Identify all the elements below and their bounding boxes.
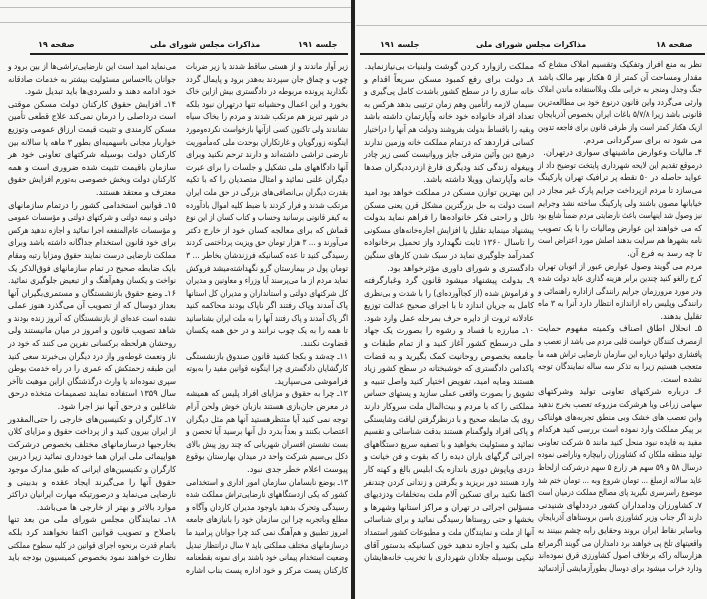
text-line: نیکپی بوسیله جلادان شهرداری با تخریب خانه‌هایشان (364, 552, 534, 563)
right-page (356, 0, 707, 599)
text-line: ۴ـ مالیات وعوارض ماشینهای سواری درتهران. (543, 147, 702, 158)
text-line: باتمام قدرت برنحوه اجرای قوانین در کلیه سطوح مملکتی (7, 539, 177, 550)
text-line: بایک ضابطه صحیح در تمام سازمانهای فوق‌الذکر یک (8, 262, 177, 273)
text-line: و مؤسسات عام‌المنفعه اجرا نمائید و اجازه ندهید هرکس (8, 224, 176, 235)
text-line: ملی درسطح کشور آغاز کنید و از تمام طبقات و (364, 338, 534, 349)
text-line: مملکت نارضایی درست نمایند حقوق ومزایا رتبه ومقام (7, 249, 176, 260)
text-line: ملی بکنید و اجازه ندهید خون کسانیکه بدستور آقای (364, 539, 534, 550)
text-line: درسازمانهای مختلف مملکتی باید ۷ سال درانتظار تبدیل (186, 539, 348, 550)
text-line: اکتفا نکنید برای تسکین آلام ملت به‌تخلفات ودزدیهای (363, 489, 534, 500)
text-line: ناز ونعمت غوطه‌ور واز درد دیگران بی‌خبرند سعی کنید (8, 350, 177, 361)
text-line: از ایران بیرون کنید و از پرداخت حقوق و مزایای کلان (8, 426, 177, 437)
text-line: ۱۸ـ نمایندگان مجلس شورای ملی من بعد تنها (8, 514, 176, 525)
text-line: هستند ومایه امید، تفویض اختیار کنید واصل تنبیه و (364, 375, 534, 386)
running-title: مذاکرات مجلس شورای ملی (476, 40, 587, 49)
text-line: بقدرت دیگران بی‌انصافی‌های بزرگی در حق ملت ایران (186, 186, 348, 197)
text-column-right (186, 60, 348, 576)
text-line: آنها از ملت و نمایندگان ملت و مطبوعات کشور استمداد (363, 526, 534, 537)
text-line: کامل به جریان اندازد تا با اجرای صحیح عدالت توزیع (363, 300, 534, 311)
text-line: واقعیتهای تلخ پی خواهند برد دامداران می گویند اگرمراتع (538, 537, 702, 548)
text-line: نیز وصول شد اینهاست باعث نارضایتی مردم ضمناً شایع بود (537, 210, 702, 221)
text-line: ۱۲ـ چرا به حقوق و مزایای افراد پلیس که همیشه (186, 388, 348, 399)
session-number: جلسه ۱۹۱ (298, 40, 338, 49)
text-line: کارگران و تکنیسین‌های ایرانی که طبق مدارک موجود (7, 464, 177, 474)
text-line: پیشنهاد مینماید تقلیل یا افزایش اجاره‌خانه‌های مسکونی (363, 224, 534, 235)
text-line: خانه سازی را در سطح کشور باشدت کامل پی‌گیری و (364, 86, 534, 97)
text-line: را تاسال ۱۳۶۰ ثابت نگهدارد واز تحمیل برخانواده (364, 237, 534, 248)
text-line: درسال ۵۸ و ۵۹ سهم هر زارع ۵ سهم درشرکت ازلحاظ (538, 462, 702, 472)
text-line: چوب و چماق جان سپردند به‌هدر برود و پایمال گردد (186, 73, 348, 84)
text-line: فراموشی می‌سپارید. (274, 375, 348, 386)
text-line: دیگران علنی نمائید و امثال متصدیان را که با تکیه (186, 174, 348, 185)
text-line: معترف و معتقد هستند. (95, 186, 176, 197)
text-line: جنگ وجدل ومنجر به خرابی ملک وبلااستفاده ماندن املاک (537, 84, 702, 95)
text-line: وبقیه را باقساط بدولت بفروشند ودولت هم آنها را دراختیار (364, 123, 534, 134)
text-line: ۱۰ـ مبارزه با فساد و رشوه را بصورت یک جهاد (364, 325, 534, 336)
text-line: کرج رالغو کنید چندین برابر هزینه گذاری عاید دولت شده (538, 273, 702, 284)
text-line: نشاندند ولی تاکنون کسی ازآنها بازخواست نکرده‌ومورد (186, 123, 348, 134)
text-line: پاکدامن دادگستری که خوشبختانه در سطح کشور زیاد (363, 363, 534, 374)
text-line: ۱۱ـ چه‌شد و بکجا کشید قانون صندوق بازنشستگی (185, 350, 348, 361)
text-line: بخارجیها درسازمانهای مختلف بخصوص درشرکت (8, 438, 176, 449)
text-line: بخورد و این اعمال وحشیانه تنها درتهران نبود بلکه (185, 98, 348, 109)
text-line: دکل بی‌سیم شرکت واحد در میدان بهارستان بوقوع (185, 451, 348, 462)
text-line: توجه نمی کنید آیا منتظرهستید آنها هم مثل دیگران (186, 413, 348, 424)
page-gutter (351, 0, 355, 599)
text-line: تشویق را بصورت واقعی عملی سازید و پستهای حساس (363, 388, 534, 399)
session-number: جلسه ۱۹۱ (380, 40, 420, 49)
text-line: تا چه رسد به فرع آن. (627, 247, 702, 258)
text-line: وباسایر نقاط ایران بروند وحقایق رابه چشم ببینند به (537, 524, 702, 535)
text-line: کارکنان دولت وبخش خصوصی به‌تورم افزایش حقوق (7, 174, 176, 185)
text-line: سیمان لازمه راتأمین وهم زمان ترتیبی بدهد هرکس به (363, 98, 534, 109)
text-column-left (8, 60, 176, 564)
text-line: نظر به منع افراز وتفکیک وتقسیم املاک مشاع که (537, 59, 702, 69)
text-line: است درداصلی را درمان نمی‌کند علاج قطعی تأمین (7, 111, 176, 122)
scan-artifact (356, 25, 707, 26)
text-line: دادگستری و شورای داوری مؤثرخواهد بود. (387, 262, 534, 273)
left-page (0, 0, 352, 599)
text-line: کارگشایان دادگستری چرا اینگونه قوانین مفید را به‌بوته (186, 363, 348, 374)
text-line: آنها دادگاههای ملی تشکیل و جلسات را برای عبرت (185, 161, 348, 172)
text-line: است دولت به حل بزرگترین مشکل قرن یعنی مسکن (364, 199, 534, 210)
text-line: رسیدگی وتحرک بدهید باوجود مدیران کاردان وآگاه و (186, 501, 348, 512)
page-header (0, 38, 352, 52)
text-line: در شهر تبریز هم مرتکب شدند و مردم را بخاک سیاه (185, 111, 348, 122)
text-line: می‌نماید امید است این نارضایی‌تراشی‌ها از بین برود و (7, 61, 176, 71)
text-line: حقوق آنها را می‌گیرند ایجاد عقده و بدبینی و (8, 476, 176, 487)
text-line: دولتی و نیمه دولتی و شرکتهای دولتی و مؤسسات عمومی (7, 212, 176, 223)
text-line: خواربار مجانی باسهمیه‌ای بطور ۳ ماهه یا سالانه بین (8, 136, 176, 147)
text-line: می‌سازد تا مردم ازپرداخت جرایم پارک غیر مجاز در (538, 184, 702, 195)
text-line: و پاکی افراد ولوگمنام هستند بدقت شناسائی و تقسیم (363, 426, 534, 437)
text-line: هزارساله راکه برخلاف اصول کشاورزی قرق نموده‌اند (538, 550, 702, 561)
scan-artifact (0, 22, 352, 23)
text-line: خود ادامه دهند و دلسردی‌ها باید تبدیل شود. (24, 86, 176, 97)
text-line: مملکتی را که با مردم و بیت‌المال ملت سروکار دارند (363, 401, 534, 412)
text-line: وضعیت استخدام پیمانی خود باشند برای نمونه بقطعنامه (186, 552, 348, 563)
text-line: پیوست اعلام خطر جدی نبود. (247, 464, 348, 474)
text-line: موضوع راسرسری نگیرید پای مصالح مملکت درمیان است (538, 487, 702, 498)
text-line: به کیفر قانونی برسانید وحساب و کتاب کسان از این نوع (186, 212, 348, 223)
text-line: مطلع وباتجربه چرا این سازمان خود را بانیازهای جامعه (185, 514, 348, 525)
text-line: نشده است عده‌ای از بازنشستگان که آنروز زنده بودند و (7, 312, 176, 323)
text-line: نمائید و مسئولیت بخواهید و با تصفیه سریع دستگاههای (364, 438, 534, 449)
text-line: که می خواهند این عوارض ومالیات را با یک تصویب (538, 222, 702, 233)
text-line: موارد بالاتر و بهتر از خارجی ها می‌باشد. (36, 501, 176, 512)
text-line: سهامی زراعی ویا هرشرکت مزروعه تعصب بخرج ندهید (537, 399, 702, 410)
text-line: نارضایی می‌نماید و درصورتیکه مهارت ایرانیان دراکثر (7, 489, 176, 500)
text-line: تولید منطقه ملکان که کشاورزان رابیچاره وناراضی نموده (537, 449, 702, 460)
text-line: ۱۷ـ کارگران و تکنیسین‌های خارجی را حتی‌المقدور (8, 413, 176, 424)
text-line: برای خود قانون استخدام جداگانه داشته باشد وبرای (7, 237, 177, 248)
text-line: نماید مردم از ما می‌پرسند آیا وزراء و معاونین و مدیران (186, 275, 348, 286)
text-line: تقلیل بدهند. (660, 310, 702, 321)
text-line: نائل و راحتی فکر خانواده‌ها را فراهم نماید بدولت (364, 212, 534, 223)
text-line: دزدی ویاپوش دوزی باندازه یک ابلیس بالغ و کهنه کار (364, 464, 534, 474)
text-line: عواید حاصله در ۵۰ نقطه پر ترافیک تهران پارکینگ (538, 172, 702, 183)
header-rule (30, 53, 348, 55)
text-line: قانونی باشد زیرا ۵/۷/۸ باغات ایران بخصوص آذربایجان (538, 109, 702, 120)
text-line: وبیغوله زندگی کند ودیگری فارغ ازدرددیگران صدها (363, 161, 534, 172)
scan-artifact (0, 7, 352, 8)
text-line: سازمان باقیمت تثبیت شده ضروری است و همه (8, 161, 176, 172)
text-line: کارکنان دولت بوسیله شرکتهای تعاونی خود هر (8, 149, 176, 160)
text-line: روی یک ضابطه صحیح و با درنظرگرفتن لیاقت وشایستگی (364, 413, 534, 424)
text-line: اگر پاک آمدند و پاک رفتند آنها را به ملت ایران بشناسانید (185, 312, 348, 323)
text-line: پافشاری دولتها درباره این سازمان نارضایی تراش همه ما (537, 348, 702, 359)
text-line: ازمصرف کنندگان خواست قلبی مردم می باشد از تعصب و (538, 336, 702, 347)
page-header (356, 38, 707, 52)
text-line: امروز تطبیق و هم‌آهنگ نمی کند چرا جوانان پرامید ما (185, 526, 348, 537)
text-line: کارکنان پست مرکز و خود اداره پست بناب اشاره (185, 564, 348, 575)
text-line: خیابانها مصون باشند ولی پارکینگ ساخته نشد وجرایم (537, 197, 702, 208)
text-line: مفید به فایده نبود منحل کنید مانند ۵ شرکت تعاونی (538, 436, 702, 447)
text-line: واین تعصب های خشک وبی منطق تجربه‌های هولناکی (537, 411, 702, 422)
text-line: این طبقه زحمتکش که عمری را در راه خدمت بوطن (8, 363, 176, 374)
text-line: درموقع تقدیم این لایحه شهرداری پایتخت توضیح داد از (537, 159, 702, 170)
text-line: درهیچ دین وآئین مترقی جایز وروانیست کسی زیر چادر (363, 149, 534, 160)
text-line: قماش که برای معالجه کسان خود از خارج دکتر (186, 224, 348, 235)
text-line: ۷ـ کشاورزان ودامداران کشور درددلهای شنیدنی (538, 499, 702, 510)
text-line: کمدرآمد جلوگیری نماید در سبک شدن کارهای سنگین (364, 249, 534, 260)
text-line: ۱۵ـ قوانین استخدامی کشور را درتمام سازمانهای (8, 199, 176, 210)
text-line: ودارد خراب میشود برای دوسال بطورآزمایشی آزادنمائید (537, 562, 702, 573)
text-line: متعجب هستیم زیرا به تذکر سه ساله نمایندگان توجه (537, 361, 702, 372)
text-line: کسانی قراردهد که درتمام مملکت خانه وزمین ندارند (363, 136, 534, 147)
page-number: صفحه ۱۹ (38, 40, 75, 49)
text-line: نظارت خواهند نمود بخصوص کمیسیون بودجه باید (8, 552, 177, 563)
running-title: مذاکرات مجلس شورای ملی (150, 40, 261, 49)
text-line: تا همه را به یک چوب نرانند و در حق همه یکسان (185, 325, 348, 336)
text-line: وارثی می‌گردد واین قانون درنوع خود بی مطالعه‌ترین (538, 96, 702, 107)
text-line: ۶ـ درباره شرکتهای تعاونی تولید وشرکتهای (538, 386, 702, 397)
text-line: این بهترین توازن مسکن در مملکت خواهد بود امید (363, 186, 534, 197)
text-line: کل شرکتهای دولتی و استانداران و مدیران کل استانها (186, 287, 348, 298)
text-line: کشور که یکی ازدستگاههای نارضایی‌تراش مملکت شده (186, 489, 348, 500)
text-line: بر پیکر مملکت وارد نموده است بررسی کنید هرکدام (538, 424, 702, 435)
text-line: قضاوت نکنند. (300, 338, 348, 349)
text-line: نامه بشهرها هم سرایت بدهند اصلش مورد اعتراض است (537, 235, 702, 246)
text-line: باصلاح و تصویب قوانین اکتفا نخواهند کرد بلکه (8, 526, 176, 537)
text-line: در معرض جان‌بازی هستند بازبان خوش ولحن آرام (185, 401, 348, 412)
page-number: صفحه ۱۸ (656, 40, 693, 49)
text-line: ازیک هکتار کمتر است واز طرفی قانون برای فاجعه تدوین (538, 121, 702, 132)
text-line: ۵ـ انحلال اطاق اصناف وکمیته مفهوم حمایت (538, 323, 702, 334)
text-line: سپری نموده‌اند یا وارث درگذشتگان ازاین موهبت تاآخر (7, 375, 176, 386)
text-line: مردم می گویند وصول عوارض عبور از اتوبان تهران (537, 260, 702, 271)
text-line: شاهد تصویب قانون و امروز در میان مانیستند ولی (8, 325, 177, 336)
header-rule (360, 53, 705, 55)
text-line: مسکن کارمندی و تثبیت قیمت ارزاق عمومی وتوزیع (8, 123, 177, 134)
text-line: اعتصاب بکنند و بعداً بدرد دل آنها برسید آیا تحصن و (186, 426, 348, 437)
text-line: ۹ـ بدولت پیشنهاد میشود قانون گرد وغبارگرفته (364, 275, 534, 286)
text-line: اجرائی گرگهای باران دیده را که بقوت و فن خیانت و (363, 451, 534, 462)
text-line: رسیدگی کنید تا عده کسانیکه فرزندشان بخاطر ... ۳ (186, 249, 348, 260)
text-line: بعداز دوسال که از تصویب آن می‌گذرد هنوز عملی (7, 300, 176, 311)
text-line: نواخت و یکسان وهم‌آهنگ و از تبعیض جلوگیری نمائید. (8, 275, 176, 286)
text-line: جوانان بااحساس مسئولیت بیشتر به خدمات صادقانه (8, 73, 177, 84)
text-line: مسؤلین اجرائی در تهران و مراکز استانها وشهرها و (363, 501, 534, 512)
text-line: مقدار ومساحت آن کمتر از ۵ هکتار بهر مالک باشد (538, 71, 702, 82)
text-line: عادلانه ثروت از دایره حرف بمرحله عمل وارد شود. (364, 312, 534, 323)
text-column-left (364, 60, 534, 564)
text-line: ۸ـ دولت برای رفع کمبود مسکن سریعاً اقدام و (364, 73, 534, 84)
text-line: اینگونه زورگویان و غارتکاران بوحدت ملی که‌مأموریت (185, 136, 348, 147)
text-line: مملکت رازوارد کردن گوشت ولبنیات بی‌نیازنماید. (364, 61, 534, 71)
text-line: وارد هستند دور بریزید و بگرفتن و زندانی کردن چندنفر (364, 476, 534, 487)
text-line: عاید سالانه ازمبلغ ... تومان شروع وبه ... تومان ختم شد (537, 474, 702, 485)
text-line: ۱۴ـ افزایش حقوق کارکنان دولت مسکن موقتی (8, 98, 176, 109)
text-line: بست نشستن افسران شهربانی که چند روز پیش بالای (186, 438, 348, 449)
text-line: جامعه بخصوص روحانیت کمک بگیرید و به قضات (364, 350, 534, 361)
text-line: روحشان هرلحظه برکسانی نفرین می کنند که خود در (7, 338, 177, 349)
text-line: تعداد افراد خانواده خود خانه وآپارتمان داشته باشد (363, 111, 534, 122)
text-line: پاک آمدند وپاک رفتند اگر ناپاک بودند محاکمه کنید (185, 300, 348, 311)
text-line: ۱۳ـ بوضع نابسامان سازمان امور اداری و استخدامی (185, 476, 348, 487)
text-line: بخشها و حتی روستاها رسیدگی نمائید و برای شناسائی (364, 514, 534, 525)
text-line: رانندگی وپلیس راه ازاندازه انتظار دارد آنرا به ۳ ماه (537, 298, 702, 309)
text-line: مرتکب شدند و فرار کردند با ضبط کلیه اموال بادآورده (186, 199, 348, 210)
text-line: نشده است. (660, 373, 702, 384)
text-line: نگذارید پرونده مربوطه در دادگستری بیش ازاین خاک (186, 86, 348, 97)
text-column-right (538, 58, 702, 574)
text-line: دارند اگر جناب وزیر کشاورزی باسن بروستاهای آذربایجان (537, 512, 702, 523)
text-line: می‌آورند و ... ۳ هزار تومان حق ویزیت پرداختمی کردند (186, 237, 348, 248)
text-line: سال ۱۳۵۹ استفاده نمایند تصمیمات متخذه درحق (8, 388, 176, 399)
text-line: شاغلین و درحق آنها نیز اجرا شود. (57, 401, 176, 412)
text-line: زیر آوار ماندند و از هستی ساقط شدند یا زیر ضربات (185, 61, 348, 71)
text-line: نارضی تراشی داشته‌اند و دارند ترحم نکنید وبرای (185, 149, 348, 160)
text-line: می شود نه برای سرگردانی مردم. (583, 134, 702, 145)
text-line: تومان پول در بیمارستان گرو نگهداشته‌میشد فروکش (186, 262, 348, 273)
text-line: ودر مورد مرورزمان جرایم رانندگی ازاداره راهنمائی و (537, 285, 702, 296)
text-line: ۱۶ـ وضع حقوق بازنشستگان و مستمری‌بگیران آنها (8, 287, 176, 298)
text-line: و فراموش شده (از کجاآورده‌ای) را با شدت و بی‌نظری (364, 287, 534, 298)
text-line: خانه وآپارتمان وویلا داشته باشد. (423, 174, 534, 185)
text-line: هواپیمائی ملی ایران هما خودداری نمائید زیرا دربین (8, 451, 176, 462)
